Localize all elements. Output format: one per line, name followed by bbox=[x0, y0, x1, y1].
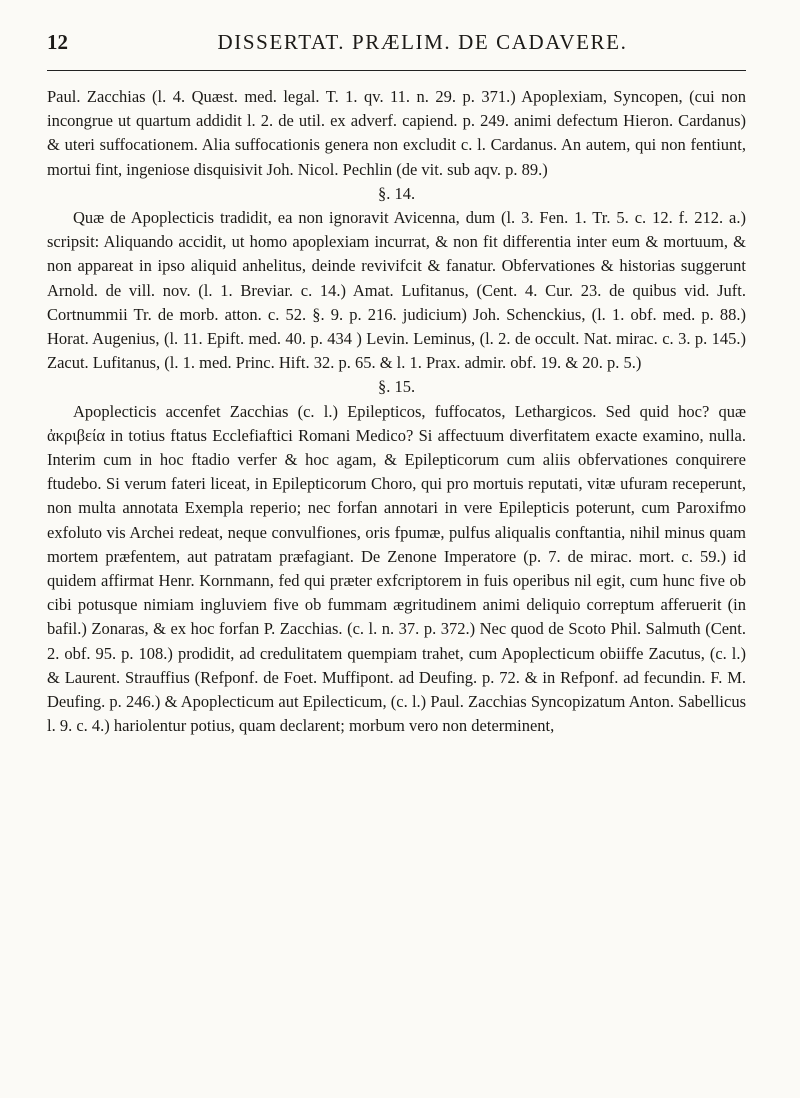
page-number: 12 bbox=[47, 30, 68, 54]
page-header bbox=[47, 30, 746, 71]
paragraph: Paul. Zacchias (l. 4. Quæst. med. legal. T. 1. qv. 11. n. 29. p. 371.) Apoplexiam, Syncopen, (cui non incongrue ut quartum addidit l. 2. de util. ex adverf. capiend. p. 249. animi defectum Hieron. Cardanus) & uteri suffocationem. Alia suffocationis genera non excludit c. l. Cardanus. An autem, qui non fentiunt, mortui fint, ingeniose disquisivit Joh. Nicol. Pechlin (de vit. sub aqv. p. 89.) bbox=[47, 87, 746, 179]
paragraph: Apoplecticis accenfet Zacchias (c. l.) Epilepticos, fuffocatos, Lethargicos. Sed quid hoc? quæ ἀκριβεία in totius ftatus Ecclefiaftici Romani Medico? Si affectuum diverfitatem exacte examino, nulla. Interim cum in hoc ftadio verfer & hoc agam, & Epilepticorum cum aliis obfervationes conquirere ftudebo. Si verum fateri liceat, in Epilepticorum Choro, qui pro mortuis reputati, vitæ ufuram receperunt, non multa annotata Exempla reperio; nec forfan annotari in vere Epilepticis poterunt, cum Paroxifmo exfoluto vis Archei redeat, neque convulfiones, oris fpumæ, pulfus aliqualis conftantia, nihil minus quam mortem præfentem, aut patratam præfagiant. De Zenone Imperatore (p. 7. de mirac. mort. c. 59.) id quidem affirmat Henr. Kornmann, fed qui præter exfcriptorem in fuis operibus nil egit, cum hunc five ob cibi potusque nimiam ingluviem five ob fummam ægritudinem animi deliquio correptum afferuerit (in bafil.) Zonaras, & ex hoc forfan P. Zacchias. (c. l. n. 37. p. 372.) Nec quod de Scoto Phil. Salmuth (Cent. 2. obf. 95. p. 108.) prodidit, ad credulitatem quempiam trahet, cum Apoplecticum obiiffe Zacutus, (c. l.) & Laurent. Strauffius (Refponf. de Foet. Muffipont. ad Deufing. p. 72. & in Refponf. ad fecundin. F. M. Deufing. p. 246.) & Apoplecticum aut Epilecticum, (c. l.) Paul. Zacchias Syncopizatum Anton. Sabellicus l. 9. c. 4.) hariolentur potius, quam declarent; morbum vero non determinent, bbox=[47, 401, 746, 736]
section-number: §. 14. bbox=[377, 183, 416, 203]
paragraph: Quæ de Apoplecticis tradidit, ea non ignoravit Avicenna, dum (l. 3. Fen. 1. Tr. 5. c. 12. f. 212. a.) scripsit: Aliquando accidit, ut homo apoplexiam incurrat, & non fit differentia inter eum & mortuum, & non appareat in ipso aliquid anhelitus, deinde revivifcit & fanatur. Obfervationes & historias suggerunt Arnold. de vill. nov. (l. 1. Breviar. c. 14.) Amat. Lufitanus, (Cent. 4. Cur. 23. de quibus vid. Juft. Cortnummii Tr. de morb. atton. c. 52. §. 9. p. 216. judicium) Joh. Schenckius, (l. 1. obf. med. p. 88.) Horat. Augenius, (l. 11. Epift. med. 40. p. 434 ) Levin. Leminus, (l. 2. de occult. Nat. mirac. c. 3. p. 145.) Zacut. Lufitanus, (l. 1. med. Princ. Hift. 32. p. 65. & l. 1. Prax. admir. obf. 19. & 20. p. 5.) bbox=[47, 208, 746, 373]
section-number: §. 15. bbox=[377, 377, 416, 397]
body-text bbox=[47, 85, 746, 738]
running-head: DISSERTAT. PRÆLIM. DE CADAVERE. bbox=[217, 30, 628, 54]
